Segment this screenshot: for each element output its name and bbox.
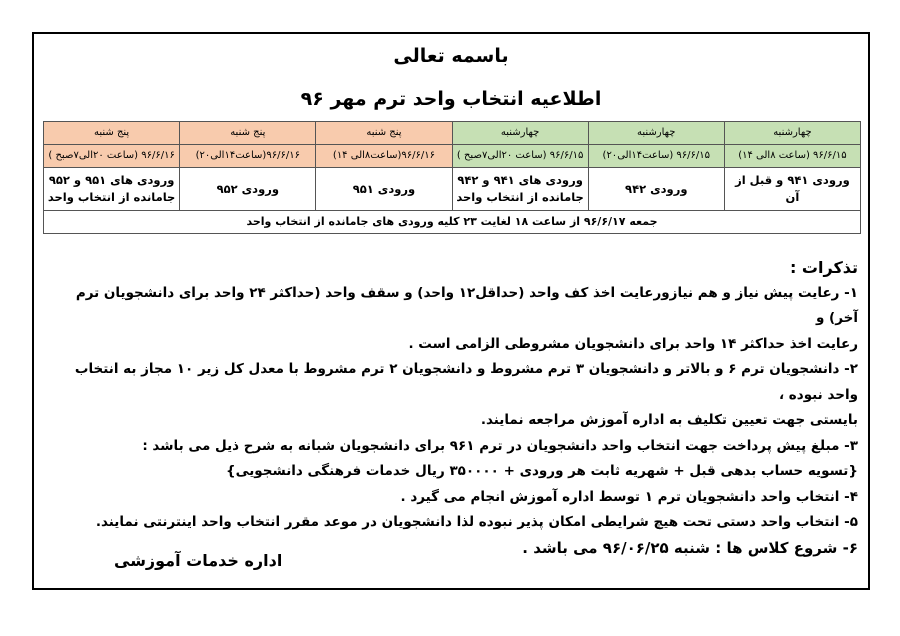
note-item: ۲- دانشجویان ترم ۶ و بالاتر و دانشجویان ۳ ترم مشروط و دانشجویان ۲ ترم مشروط با معدل کل زیر ۱۰ مجاز به انتخاب واحد نبوده ،: [74, 361, 858, 403]
signature: اداره خدمات آموزشی: [114, 551, 283, 570]
entry-cell: ورودی های ۹۴۱ و ۹۴۲ جامانده از انتخاب واحد: [452, 168, 588, 211]
day-cell: پنج شنبه: [316, 122, 452, 145]
entry-cell: ورودی ۹۴۱ و قبل از آن: [724, 168, 860, 211]
notes-heading: تذکرات :: [789, 258, 858, 277]
note-item: ۱- رعایت پیش نیاز و هم نیازورعایت اخذ کف واحد (حداقل۱۲ واحد) و سقف واحد (حداکثر ۲۴ واحد برای دانشجویان ترم آخر) و: [75, 284, 858, 326]
day-cell: چهارشنبه: [588, 122, 724, 145]
day-cell: پنج شنبه: [180, 122, 316, 145]
date-cell: ۹۶/۶/۱۵ (ساعت ۲۰الی۷صبح ): [452, 145, 588, 168]
table-row: [44, 122, 861, 145]
notes-section: [62, 255, 858, 561]
day-cell: پنج شنبه: [44, 122, 180, 145]
entry-cell: ورودی ۹۵۱: [316, 168, 452, 211]
friday-note-cell: جمعه ۹۶/۶/۱۷ از ساعت ۱۸ لغایت ۲۳ کلیه ورودی های جامانده از انتخاب واحد: [44, 211, 861, 234]
note-item: ۴- انتخاب واحد دانشجویان ترم ۱ توسط اداره آموزش انجام می گیرد .: [400, 488, 858, 505]
page-title: اطلاعیه انتخاب واحد ترم مهر ۹۶: [300, 88, 602, 110]
page-invocation: باسمه تعالی: [393, 45, 509, 67]
entry-cell: ورودی ۹۴۲: [588, 168, 724, 211]
entry-cell: ورودی های ۹۵۱ و ۹۵۲ جامانده از انتخاب واحد: [44, 168, 180, 211]
note-item: ۵- انتخاب واحد دستی تحت هیچ شرایطی امکان پذیر نبوده لذا دانشجویان در موعد مقرر انتخاب واحد اینترنتی نمایند.: [95, 514, 858, 530]
note-item: بایستی جهت تعیین تکلیف به اداره آموزش مراجعه نمایند.: [480, 412, 858, 428]
date-cell: ۹۶/۶/۱۶(ساعت۸الی ۱۴): [316, 145, 452, 168]
notice-frame: [32, 32, 870, 590]
table-row: [44, 211, 861, 234]
schedule-table: [43, 121, 861, 234]
date-cell: ۹۶/۶/۱۵ (ساعت ۸الی ۱۴): [724, 145, 860, 168]
date-cell: ۹۶/۶/۱۵ (ساعت۱۴الی۲۰): [588, 145, 724, 168]
note-item: ۳- مبلغ پیش پرداخت جهت انتخاب واحد دانشجویان در ترم ۹۶۱ برای دانشجویان شبانه به شرح ذیل می باشد :: [142, 437, 858, 454]
entry-cell: ورودی ۹۵۲: [180, 168, 316, 211]
note-item: ۶- شروع کلاس ها : شنبه ۹۶/۰۶/۲۵ می باشد .: [522, 538, 858, 557]
date-cell: ۹۶/۶/۱۶ (ساعت ۲۰الی۷صبح ): [44, 145, 180, 168]
table-row: [44, 145, 861, 168]
note-item: رعایت اخذ حداکثر ۱۴ واحد برای دانشجویان مشروطی الزامی است .: [408, 335, 858, 352]
note-item: {تسویه حساب بدهی قبل + شهریه ثابت هر ورودی + ۳۵۰۰۰۰ ریال خدمات فرهنگی دانشجویی}: [225, 463, 858, 479]
table-row: [44, 168, 861, 211]
date-cell: ۹۶/۶/۱۶(ساعت۱۴الی۲۰): [180, 145, 316, 168]
day-cell: چهارشنبه: [452, 122, 588, 145]
day-cell: چهارشنبه: [724, 122, 860, 145]
